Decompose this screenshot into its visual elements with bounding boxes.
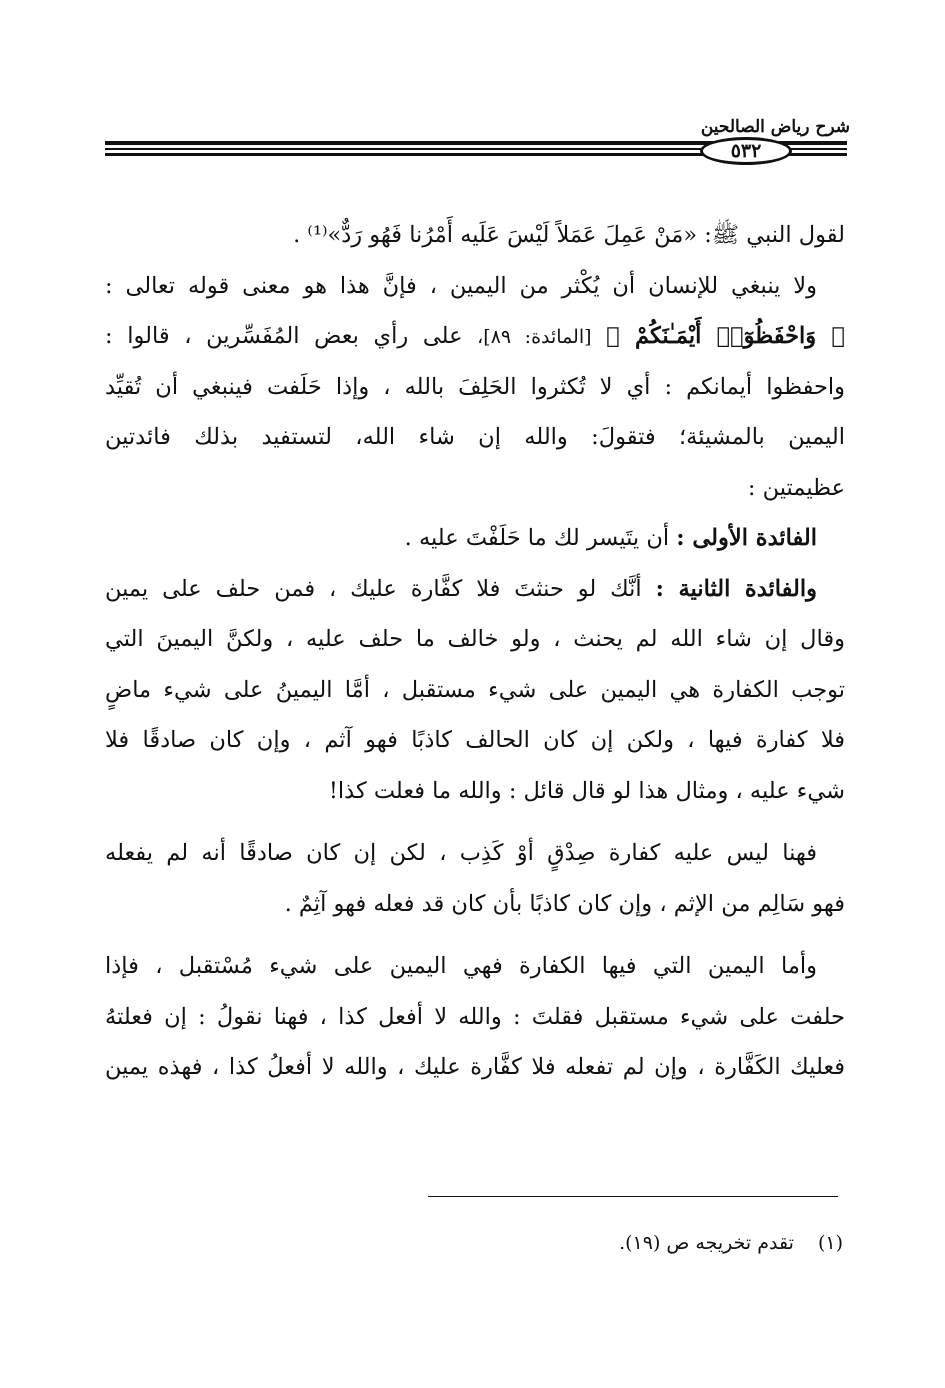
text-line: فهو سَالِم من الإثم ، وإن كان كاذبًا بأن كان قد فعله فهو آثِمٌ . (284, 890, 845, 917)
text-line: فهنا ليس عليه كفارة صِدْقٍ أوْ كَذِب ، لكن إن كان صادقًا أنه لم يفعله (105, 840, 817, 866)
quran-verse: ﴿ وَاحْفَظُوٓا۟ أَيْمَـٰنَكُمْ ﴾ (606, 323, 845, 349)
running-title: شرح رياض الصالحين (700, 117, 850, 137)
verse-reference: [المائدة: ٨٩]، (477, 326, 592, 348)
text-line: لقول النبي ﷺ: «مَنْ عَمِلَ عَمَلاً لَيْسَ عَلَيه أَمْرُنا فَهُو رَدٌّ»⁽¹⁾ . (293, 222, 845, 248)
text-line: شيء عليه ، ومثال هذا لو قال قائل : والله ما فعلت كذا! (328, 777, 845, 804)
point-heading: الفائدة الأولى : (676, 525, 817, 551)
text-line: فلا كفارة فيها ، ولكن إن كان الحالف كاذبًا فهو آثم ، وإن كان صادقًا فلا (105, 727, 845, 753)
text-line: حلفت على شيء مستقبل فقلتَ : والله لا أفعل كذا ، فهنا نقولُ : إن فعلتهُ (105, 1003, 845, 1030)
text-line: ولا ينبغي للإنسان أن يُكْثر من اليمين ، فإنَّ هذا هو معنى قوله تعالى : (105, 272, 817, 299)
footnote-number: (١) (817, 1232, 843, 1254)
text-line (105, 311, 845, 362)
text-line: وأما اليمين التي فيها الكفارة فهي اليمين على شيء مُسْتقبل ، فإذا (105, 953, 817, 979)
text-segment: أنَّك لو حنثتَ فلا كفَّارة عليك ، فمن حلف على يمين (105, 575, 642, 602)
footnote (430, 1232, 843, 1254)
text-line: واحفظوا أيمانكم : أي لا تُكثروا الحَلِفَ بالله ، وإذا حَلَفت فينبغي أن تُقيِّد (105, 373, 845, 400)
text-line (105, 564, 845, 615)
text-line: فعليك الكَفَّارة ، وإن لم تفعله فلا كفَّارة عليك ، والله لا أفعلُ كذا ، فهذه يمين (105, 1054, 845, 1080)
text-line: عظيمتين : (747, 474, 845, 501)
page-number: ٥٣٢ (730, 139, 762, 162)
text-line: وقال إن شاء الله لم يحنث ، ولو خالف ما حلف عليه ، ولكنَّ اليمينَ التي (105, 626, 845, 652)
text-segment: أن يتَيسر لك ما حَلَفْتَ عليه . (404, 525, 670, 551)
text-line: اليمين بالمشيئة؛ فتقولَ: والله إن شاء الله، لتستفيد بذلك فائدتين (105, 424, 845, 450)
text-line (105, 513, 845, 564)
text-segment: على رأي بعض المُفَسِّرين ، قالوا : (105, 323, 463, 349)
text-line: توجب الكفارة هي اليمين على شيء مستقبل ، أمَّا اليمينُ على شيء ماضٍ (105, 676, 845, 703)
footnote-text: تقدم تخريجه ص (١٩). (619, 1232, 794, 1254)
page-number-frame (700, 137, 792, 165)
main-text (105, 210, 845, 1093)
point-heading: والفائدة الثانية : (655, 575, 817, 602)
footnote-rule (428, 1196, 838, 1197)
